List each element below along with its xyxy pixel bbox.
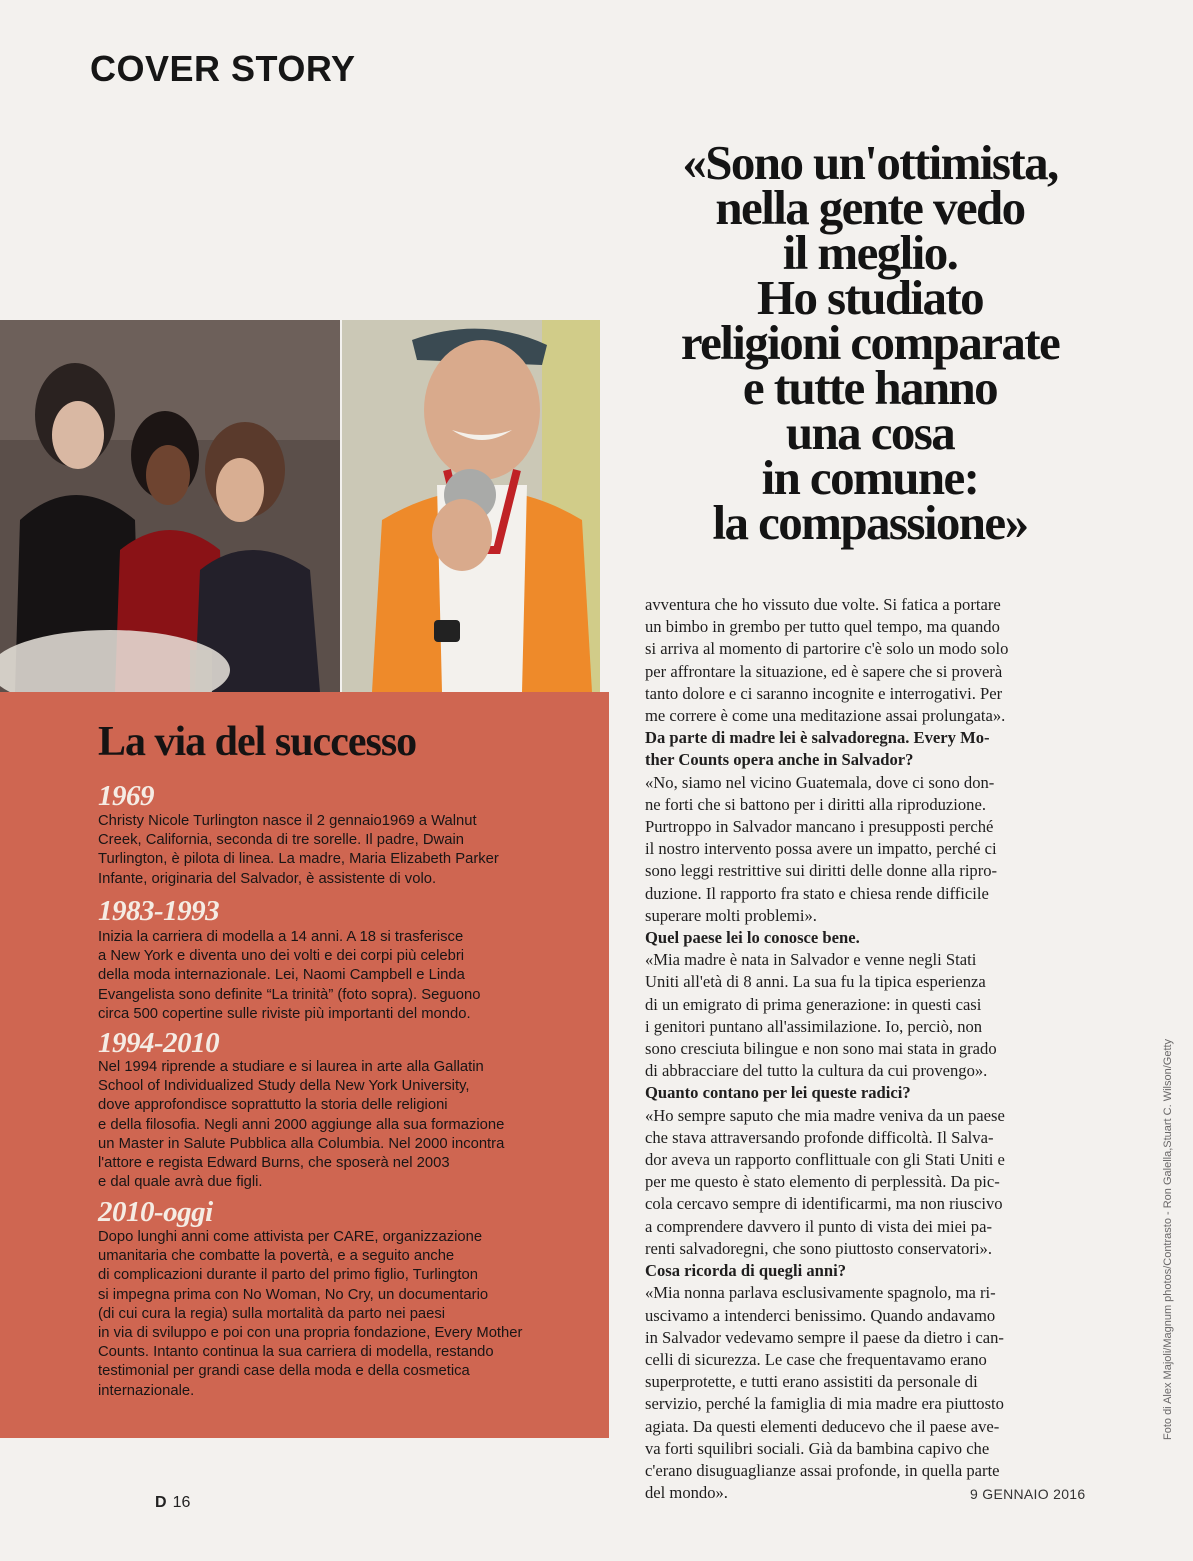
article-line: ne forti che si battono per i diritti alla riproduzione. — [645, 794, 986, 814]
article-line: «Mia nonna parlava esclusivamente spagnolo, ma ri- — [645, 1283, 996, 1303]
article-line: si arriva al momento di partorire c'è solo un modo solo — [645, 639, 1009, 659]
timeline-line: Inizia la carriera di modella a 14 anni. A 18 si trasferisce — [98, 929, 464, 945]
interview-question: Quel paese lei lo conosce bene. — [645, 928, 860, 948]
photo-credit: Foto di Alex Majoli/Magnum photos/Contrasto - Ron Galella,Stuart C. Wilson/Getty — [1162, 1038, 1174, 1440]
timeline-line: di complicazioni durante il parto del primo figlio, Turlington — [98, 1267, 478, 1284]
interview-question: Quanto contano per lei queste radici? — [645, 1083, 911, 1103]
timeline-year: 2010-oggi — [98, 1196, 213, 1228]
article-line: di abbracciare del tutto la cultura da cui provengo». — [645, 1061, 988, 1081]
timeline-line: testimonial per grandi case della moda e della cosmetica — [98, 1363, 470, 1380]
timeline-text — [98, 1058, 588, 1192]
article-line: «Ho sempre saputo che mia madre veniva da un paese — [645, 1105, 1005, 1125]
interview-question: Da parte di madre lei è salvadoregna. Every Mo- — [645, 728, 990, 748]
article-line: che stava attraversando profonde difficoltà. Il Salva- — [645, 1127, 994, 1147]
article-line: superprotette, e tutti erano assistiti da personale di — [645, 1372, 978, 1392]
timeline-line: Turlington, è pilota di linea. La madre, Maria Elizabeth Parker — [98, 851, 499, 868]
pull-quote — [620, 135, 1120, 550]
article-line: avventura che ho vissuto due volte. Si fatica a portare — [645, 595, 1001, 614]
page-folio — [155, 1494, 190, 1512]
timeline-line: a New York e diventa uno dei volti e dei corpi più celebri — [98, 948, 465, 965]
timeline-line: Evangelista sono definite “La trinità” (foto sopra). Seguono — [98, 986, 481, 1003]
timeline-line: (di cui cura la regia) sulla mortalità da parto nei paesi — [98, 1305, 446, 1322]
article-body — [645, 594, 1090, 1504]
article-line: renti salvadoregni, che sono piuttosto conservatori». — [645, 1238, 993, 1258]
article-line: Purtroppo in Salvador mancano i presupposti perché — [645, 817, 994, 837]
timeline-line: Christy Nicole Turlington nasce il 2 gennaio1969 a Walnut — [98, 813, 477, 829]
photo-runner-medal-illustration — [342, 320, 600, 692]
article-line: servizio, perché la famiglia di mia madre era piuttosto — [645, 1394, 1004, 1414]
article-line: «No, siamo nel vicino Guatemala, dove ci sono don- — [645, 772, 995, 792]
article-line: «Mia madre è nata in Salvador e venne negli Stati — [645, 950, 977, 970]
article-line: in Salvador vedevamo sempre il paese da dietro i can- — [645, 1327, 1004, 1347]
pull-quote-line: nella gente vedo — [715, 180, 1025, 235]
interview-question: ther Counts opera anche in Salvador? — [645, 750, 914, 770]
timeline-line: dove approfondisce soprattutto la storia delle religioni — [98, 1097, 448, 1114]
timeline-line: della moda internazionale. Lei, Naomi Campbell e Linda — [98, 967, 465, 984]
timeline-line: Infante, originaria del Salvador, è assistente di volo. — [98, 870, 437, 887]
article-line: sono cresciuta bilingue e non sono mai stata in grado — [645, 1039, 997, 1059]
article-line: superare molti problemi». — [645, 905, 817, 925]
article-line: celli di sicurezza. Le case che frequentavamo erano — [645, 1349, 987, 1369]
pull-quote-line: «Sono un'ottimista, — [682, 135, 1058, 190]
article-line: duzione. Il rapporto fra stato e chiesa rende difficile — [645, 883, 989, 903]
section-header: COVER STORY — [90, 48, 356, 89]
article-line: c'erano disuguaglianze assai profonde, in quella parte — [645, 1460, 1000, 1480]
timeline-text — [98, 1228, 588, 1401]
photo-models-dinner-illustration — [0, 320, 340, 692]
timeline-year: 1994-2010 — [98, 1027, 220, 1059]
timeline-line: un Master in Salute Pubblica alla Columbia. Nel 2000 incontra — [98, 1135, 505, 1152]
article-line: sono leggi restrittive sui diritti delle donne alla ripro- — [645, 861, 998, 881]
timeline-line: internazionale. — [98, 1382, 195, 1399]
page-number: 16 — [172, 1494, 191, 1511]
article-line: Uniti all'età di 8 anni. La sua fu la tipica esperienza — [645, 972, 986, 992]
interview-question: Cosa ricorda di quegli anni? — [645, 1261, 846, 1281]
timeline-line: l'attore e regista Edward Burns, che sposerà nel 2003 — [98, 1155, 450, 1172]
pull-quote-line: in comune: — [761, 450, 979, 505]
timeline-line: e della filosofia. Negli anni 2000 aggiunge alla sua formazione — [98, 1116, 505, 1133]
pull-quote-line: una cosa — [785, 405, 955, 460]
article-line: i genitori puntano all'assimilazione. Io, perciò, non — [645, 1016, 983, 1036]
pull-quote-line: Ho studiato — [756, 270, 984, 325]
article-line: per me questo è stato elemento di perplessità. Da pic- — [645, 1172, 1000, 1192]
timeline-line: si impegna prima con No Woman, No Cry, un documentario — [98, 1286, 489, 1303]
photo-models-dinner — [0, 320, 340, 692]
article-line: per affrontare la situazione, ed è sapere che si proverà — [645, 661, 1003, 681]
article-line: tanto dolore e ci saranno incognite e interrogativi. Per — [645, 683, 1003, 703]
magazine-mark: D — [155, 1494, 167, 1511]
article-line: dor aveva un rapporto conflittuale con gli Stati Uniti e — [645, 1150, 1005, 1170]
article-line: di un emigrato di prima generazione: in questi casi — [645, 994, 982, 1014]
timeline-line: e dal quale avrà due figli. — [98, 1174, 263, 1191]
photo-runner-medal — [342, 320, 600, 692]
article-line: va forti squilibri sociali. Già da bambina capivo che — [645, 1438, 990, 1458]
article-line: un bimbo in grembo per tutto quel tempo, ma quando — [645, 617, 1000, 637]
timeline-line: in via di sviluppo e poi con una propria fondazione, Every Mother — [98, 1325, 523, 1342]
pull-quote-line: il meglio. — [782, 225, 958, 280]
article-line: uscivamo a intenderci benissimo. Quando andavamo — [645, 1305, 996, 1325]
article-line: del mondo». — [645, 1483, 728, 1503]
article-line: me correre è come una meditazione assai prolungata». — [645, 706, 1006, 726]
timeline-line: Creek, California, seconda di tre sorelle. Il padre, Dwain — [98, 832, 464, 849]
article-line: il nostro intervento possa avere un impatto, perché ci — [645, 839, 997, 859]
article-line: a comprendere davvero il punto di vista dei miei pa- — [645, 1216, 992, 1236]
pull-quote-line: e tutte hanno — [742, 360, 998, 415]
article-line: agiata. Da questi elementi deducevo che il paese ave- — [645, 1416, 1000, 1436]
pull-quote-line: la compassione» — [712, 495, 1028, 550]
timeline-line: circa 500 copertine sulle riviste più importanti del mondo. — [98, 1005, 471, 1022]
issue-date: 9 GENNAIO 2016 — [970, 1486, 1086, 1502]
sidebar-title: La via del successo — [98, 719, 417, 765]
timeline-line: Dopo lunghi anni come attivista per CARE, organizzazione — [98, 1229, 483, 1245]
timeline-text — [98, 812, 588, 889]
timeline-line: Counts. Intanto continua la sua carriera di modella, restando — [98, 1344, 494, 1361]
timeline-year: 1983-1993 — [98, 895, 220, 927]
timeline-year: 1969 — [98, 780, 154, 812]
timeline-text — [98, 928, 588, 1024]
timeline-line: Nel 1994 riprende a studiare e si laurea in arte alla Gallatin — [98, 1059, 484, 1075]
timeline-line: umanitaria che combatte la povertà, e a seguito anche — [98, 1248, 455, 1265]
pull-quote-line: religioni comparate — [680, 315, 1060, 370]
article-line: cola cercavo sempre di identificarmi, ma non riuscivo — [645, 1194, 1003, 1214]
timeline-line: School of Individualized Study della New York University, — [98, 1078, 470, 1095]
